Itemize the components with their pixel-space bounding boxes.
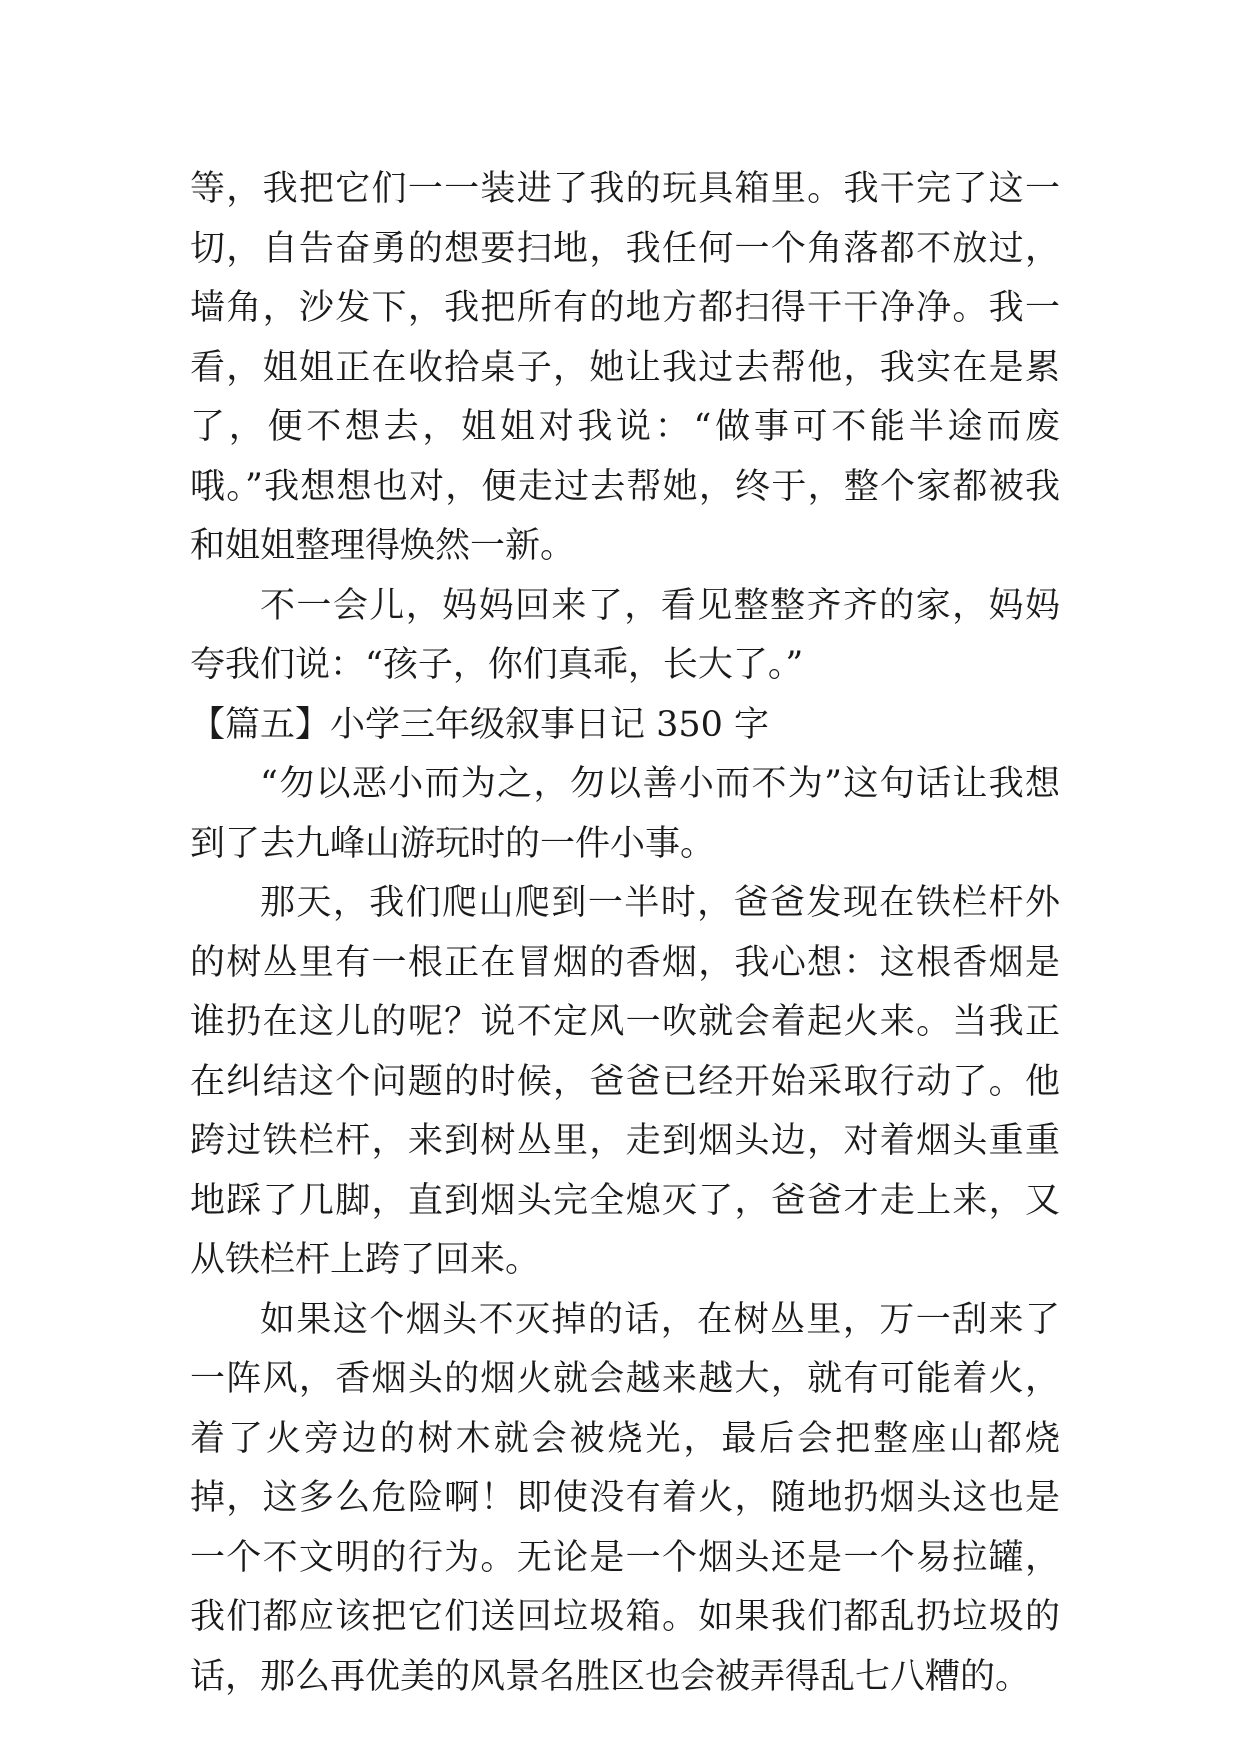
paragraph-reflection: 如果这个烟头不灭掉的话，在树丛里，万一刮来了一阵风，香烟头的烟火就会越来越大，就有可能着火，着了火旁边的树木就会被烧光，最后会把整座山都烧掉，这多么危险啊！即使没有着火，随地扔烟头这也是一个不文明的行为。无论是一个烟头还是一个易拉罐，我们都应该把它们送回垃圾箱。如果我们都乱扔垃圾的话，那么再优美的风景名胜区也会被弄得乱七八糟的。 <box>190 1299 1060 1697</box>
paragraph-proverb: “勿以恶小而为之，勿以善小而不为”这句话让我想到了去九峰山游玩时的一件小事。 <box>190 764 1060 864</box>
section-heading: 【篇五】小学三年级叙事日记 350 字 <box>190 704 770 745</box>
document-body <box>190 160 1060 1707</box>
paragraph-mother-returns: 不一会儿，妈妈回来了，看见整整齐齐的家，妈妈夸我们说：“孩子，你们真乖，长大了。” <box>190 585 1060 685</box>
paragraph-cigarette: 那天，我们爬山爬到一半时，爸爸发现在铁栏杆外的树丛里有一根正在冒烟的香烟，我心想：这根香烟是谁扔在这儿的呢？说不定风一吹就会着起火来。当我正在纠结这个问题的时候，爸爸已经开始采取行动了。他跨过铁栏杆，来到树丛里，走到烟头边，对着烟头重重地踩了几脚，直到烟头完全熄灭了，爸爸才走上来，又从铁栏杆上跨了回来。 <box>190 883 1060 1280</box>
paragraph-continued: 等，我把它们一一装进了我的玩具箱里。我干完了这一切，自告奋勇的想要扫地，我任何一个角落都不放过，墙角，沙发下，我把所有的地方都扫得干干净净。我一看，姐姐正在收拾桌子，她让我过去帮他，我实在是累了，便不想去，姐姐对我说：“做事可不能半途而废哦。”我想想也对，便走过去帮她，终于，整个家都被我和姐姐整理得焕然一新。 <box>190 169 1060 566</box>
